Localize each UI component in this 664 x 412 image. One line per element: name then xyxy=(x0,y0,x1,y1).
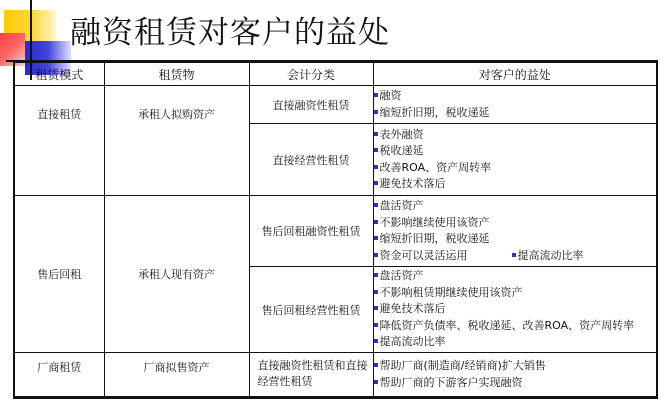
classification-cell: 售后回租经营性租赁 xyxy=(249,267,373,353)
bullet-icon xyxy=(374,165,378,169)
classification-cell: 直接融资性租赁 xyxy=(249,86,373,124)
benefit-item: 避免技术落后 xyxy=(374,176,657,193)
bullet-icon xyxy=(374,363,378,367)
slide-title: 融资租赁对客户的益处 xyxy=(70,15,390,51)
bullet-icon xyxy=(374,220,378,224)
benefit-item: 资金可以灵活运用 提高流动比率 xyxy=(374,248,657,265)
benefit-item: 盘活资产 xyxy=(374,268,657,285)
asset-cell: 承租人现有资产 xyxy=(104,196,249,353)
table-row xyxy=(14,86,657,124)
bullet-icon xyxy=(374,306,378,310)
benefits-cell xyxy=(373,353,657,398)
header-asset: 租赁物 xyxy=(104,62,249,86)
benefit-item: 提高流动比率 xyxy=(374,334,657,351)
benefit-item: 缩短折旧期，税收递延 xyxy=(374,105,657,122)
classification-cell: 直接融资性租赁和直接经营性租赁 xyxy=(249,353,373,398)
benefit-item: 融资 xyxy=(374,88,657,105)
benefit-item: 降低资产负债率、税收递延、改善ROA、资产周转率 xyxy=(374,318,657,335)
asset-cell: 厂商拟售资产 xyxy=(104,353,249,398)
mode-cell: 售后回租 xyxy=(14,196,104,353)
bullet-icon xyxy=(374,93,378,97)
benefits-cell xyxy=(373,124,657,196)
table-row xyxy=(14,353,657,398)
benefit-item: 表外融资 xyxy=(374,127,657,144)
benefit-item: 改善ROA、资产周转率 xyxy=(374,160,657,177)
benefits-cell xyxy=(373,86,657,124)
benefit-item: 帮助厂商的下游客户实现融资 xyxy=(374,375,657,392)
bullet-icon xyxy=(374,110,378,114)
bullet-icon xyxy=(374,148,378,152)
bullet-icon xyxy=(374,339,378,343)
bullet-icon xyxy=(374,380,378,384)
benefit-item: 盘活资产 xyxy=(374,198,657,215)
bullet-icon xyxy=(374,203,378,207)
table-row xyxy=(14,196,657,267)
asset-cell: 承租人拟购资产 xyxy=(104,86,249,196)
benefit-item: 缩短折旧期，税收递延 xyxy=(374,231,657,248)
benefit-item: 避免技术落后 xyxy=(374,301,657,318)
bullet-icon xyxy=(374,290,378,294)
header-classification: 会计分类 xyxy=(249,62,373,86)
benefit-item: 帮助厂商(制造商/经销商)扩大销售 xyxy=(374,358,657,375)
bullet-icon xyxy=(374,181,378,185)
header-mode: 租赁模式 xyxy=(14,62,104,86)
benefits-cell xyxy=(373,267,657,353)
bullet-icon xyxy=(374,132,378,136)
bullet-icon xyxy=(374,236,378,240)
benefit-item: 不影响租赁期继续使用该资产 xyxy=(374,285,657,302)
mode-cell: 厂商租赁 xyxy=(14,353,104,398)
bullet-icon xyxy=(374,253,378,257)
table-header-row xyxy=(14,62,657,86)
benefit-item: 税收递延 xyxy=(374,143,657,160)
classification-cell: 售后回租融资性租赁 xyxy=(249,196,373,267)
benefit-item: 不影响继续使用该资产 xyxy=(374,215,657,232)
benefits-table xyxy=(13,60,658,399)
classification-cell: 直接经营性租赁 xyxy=(249,124,373,196)
header-benefits: 对客户的益处 xyxy=(373,62,657,86)
bullet-icon xyxy=(374,323,378,327)
bullet-icon xyxy=(374,273,378,277)
bullet-icon xyxy=(512,253,516,257)
benefits-cell xyxy=(373,196,657,267)
mode-cell: 直接租赁 xyxy=(14,86,104,196)
